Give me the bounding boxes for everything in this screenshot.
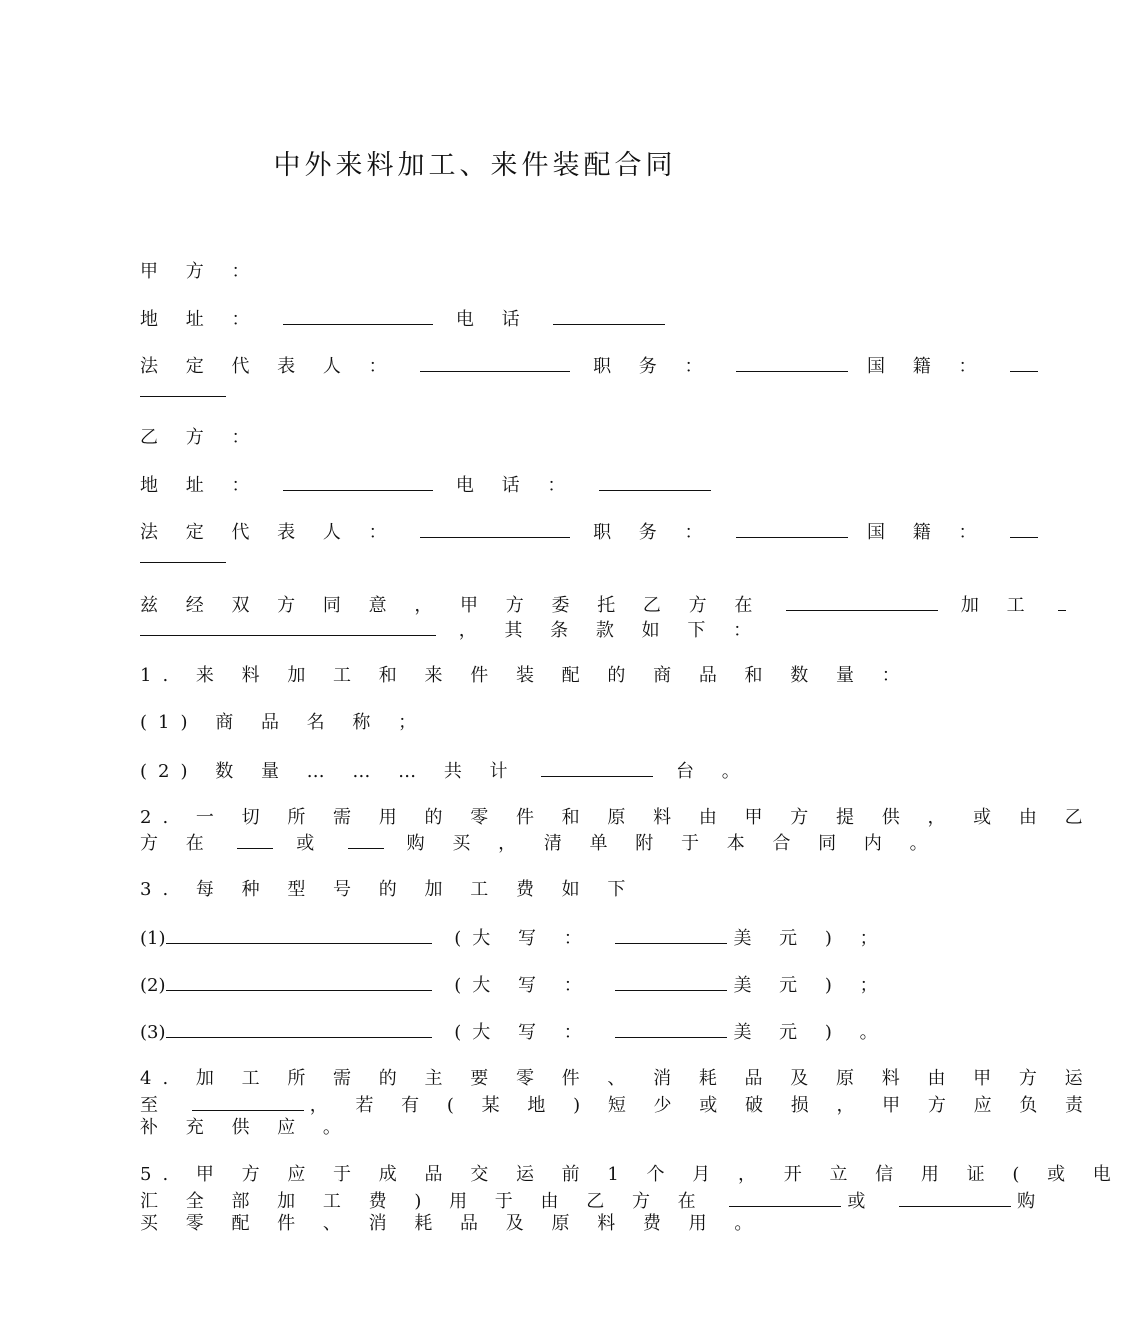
currency-label: 美 元 ) 。: [733, 1022, 889, 1043]
party-b-address-line: [140, 472, 860, 498]
party-a-rep-line-cont: [140, 378, 860, 404]
position-label: 职 务 ：: [593, 356, 714, 377]
location-blank-2: [899, 1188, 1011, 1207]
rep-blank: [420, 353, 570, 372]
address-label: 地 址 ：: [140, 309, 261, 330]
model-blank: [166, 925, 432, 944]
clause-3-heading: 3. 每 种 型 号 的 加 工 费 如 下: [140, 879, 637, 900]
amount-blank: [615, 925, 727, 944]
supplier-blank-2: [348, 830, 384, 849]
address-blank: [283, 306, 433, 325]
amount-in-words-label: (大 写 ：: [454, 1022, 593, 1043]
intro-line-1: [140, 592, 1036, 618]
clause-4-line-1: 4. 加 工 所 需 的 主 要 零 件 、 消 耗 品 及 原 料 由 甲 方 运: [140, 1068, 1094, 1089]
party-a-rep-line: [140, 353, 988, 379]
clause-5-text-b: 或: [847, 1191, 877, 1212]
location-blank: [786, 592, 938, 611]
clause-5-text-c: 购: [1017, 1191, 1047, 1212]
nationality-blank-cont: [140, 378, 226, 397]
fee-row-3: [140, 1019, 889, 1045]
position-blank: [736, 519, 848, 538]
clause-1-item-2: [140, 758, 860, 784]
clause-5-line-3: 买 零 配 件 、 消 耗 品 及 原 料 费 用 。: [140, 1213, 764, 1234]
model-blank: [166, 1019, 432, 1038]
clause-4-line-3: 补 充 供 应 。: [140, 1117, 352, 1138]
intro-text-2: 加 工: [960, 595, 1036, 616]
phone-blank: [553, 306, 665, 325]
clause-1-item-1: (1) 商 品 名 称 ；: [140, 712, 428, 733]
nationality-blank-cont: [140, 544, 226, 563]
position-label: 职 务 ：: [593, 522, 714, 543]
amount-in-words-label: (大 写 ：: [454, 928, 593, 949]
clause-5-text-a: 汇 全 部 加 工 费 ) 用 于 由 乙 方 在: [140, 1191, 707, 1212]
address-label: 地 址 ：: [140, 475, 261, 496]
clause-2-text-c: 购 买 ， 清 单 附 于 本 合 同 内 。: [406, 833, 939, 854]
fee-row-number: (2): [140, 975, 166, 996]
phone-label: 电 话 ：: [455, 475, 577, 496]
fee-row-number: (1): [140, 928, 166, 949]
party-a-label: 甲 方 ：: [140, 261, 261, 282]
nationality-label: 国 籍 ：: [867, 522, 988, 543]
position-blank: [736, 353, 848, 372]
model-blank: [166, 972, 432, 991]
clause-4-text-b: ， 若 有 ( 某 地 ) 短 少 或 破 损 ， 甲 方 应 负 责: [309, 1095, 1095, 1116]
intro-text-3: ， 其 条 款 如 下 ：: [458, 620, 763, 641]
quantity-blank: [541, 758, 653, 777]
product-blank: [1058, 592, 1066, 611]
destination-blank: [192, 1092, 304, 1111]
item-2-suffix: 台 。: [676, 761, 751, 782]
nationality-label: 国 籍 ：: [867, 356, 988, 377]
intro-text-1: 兹 经 双 方 同 意 ， 甲 方 委 托 乙 方 在: [140, 595, 764, 616]
clause-2-text-a: 方 在: [140, 833, 215, 854]
fee-row-2: [140, 972, 889, 998]
nationality-blank: [1010, 519, 1038, 538]
rep-label: 法 定 代 表 人 ：: [140, 522, 398, 543]
party-b-rep-line-cont: [140, 544, 860, 570]
clause-5-line-1: 5. 甲 方 应 于 成 品 交 运 前 1 个 月 ， 开 立 信 用 证 ( 或 电: [140, 1164, 1122, 1185]
rep-blank: [420, 519, 570, 538]
nationality-blank: [1010, 353, 1038, 372]
fee-row-number: (3): [140, 1022, 166, 1043]
item-2-text: (2) 数 量 … … … 共 计: [140, 761, 519, 782]
party-b-label: 乙 方 ：: [140, 427, 261, 448]
party-b-rep-line: [140, 519, 988, 545]
clause-2-text-b: 或: [296, 833, 326, 854]
phone-blank: [599, 472, 711, 491]
intro-line-2: [140, 617, 860, 643]
supplier-blank-1: [237, 830, 273, 849]
amount-blank: [615, 972, 727, 991]
phone-label: 电 话: [455, 309, 531, 330]
clause-2-line-2: [140, 830, 939, 856]
product-blank-cont: [140, 617, 436, 636]
page-title: 中外来料加工、来件装配合同: [273, 150, 677, 181]
currency-label: 美 元 ) ；: [733, 975, 889, 996]
clause-4-text-a: 至: [140, 1095, 169, 1116]
fee-row-1: [140, 925, 889, 951]
currency-label: 美 元 ) ；: [733, 928, 889, 949]
clause-2-line-1: 2. 一 切 所 需 用 的 零 件 和 原 料 由 甲 方 提 供 ， 或 由 乙: [140, 807, 1094, 828]
location-blank-1: [729, 1188, 841, 1207]
amount-blank: [615, 1019, 727, 1038]
clause-1-heading: 1. 来 料 加 工 和 来 件 装 配 的 商 品 和 数 量 ：: [140, 665, 911, 686]
clause-4-line-2: [140, 1092, 1095, 1118]
party-a-address-line: [140, 306, 860, 332]
amount-in-words-label: (大 写 ：: [454, 975, 593, 996]
address-blank: [283, 472, 433, 491]
clause-5-line-2: [140, 1188, 1047, 1214]
rep-label: 法 定 代 表 人 ：: [140, 356, 398, 377]
